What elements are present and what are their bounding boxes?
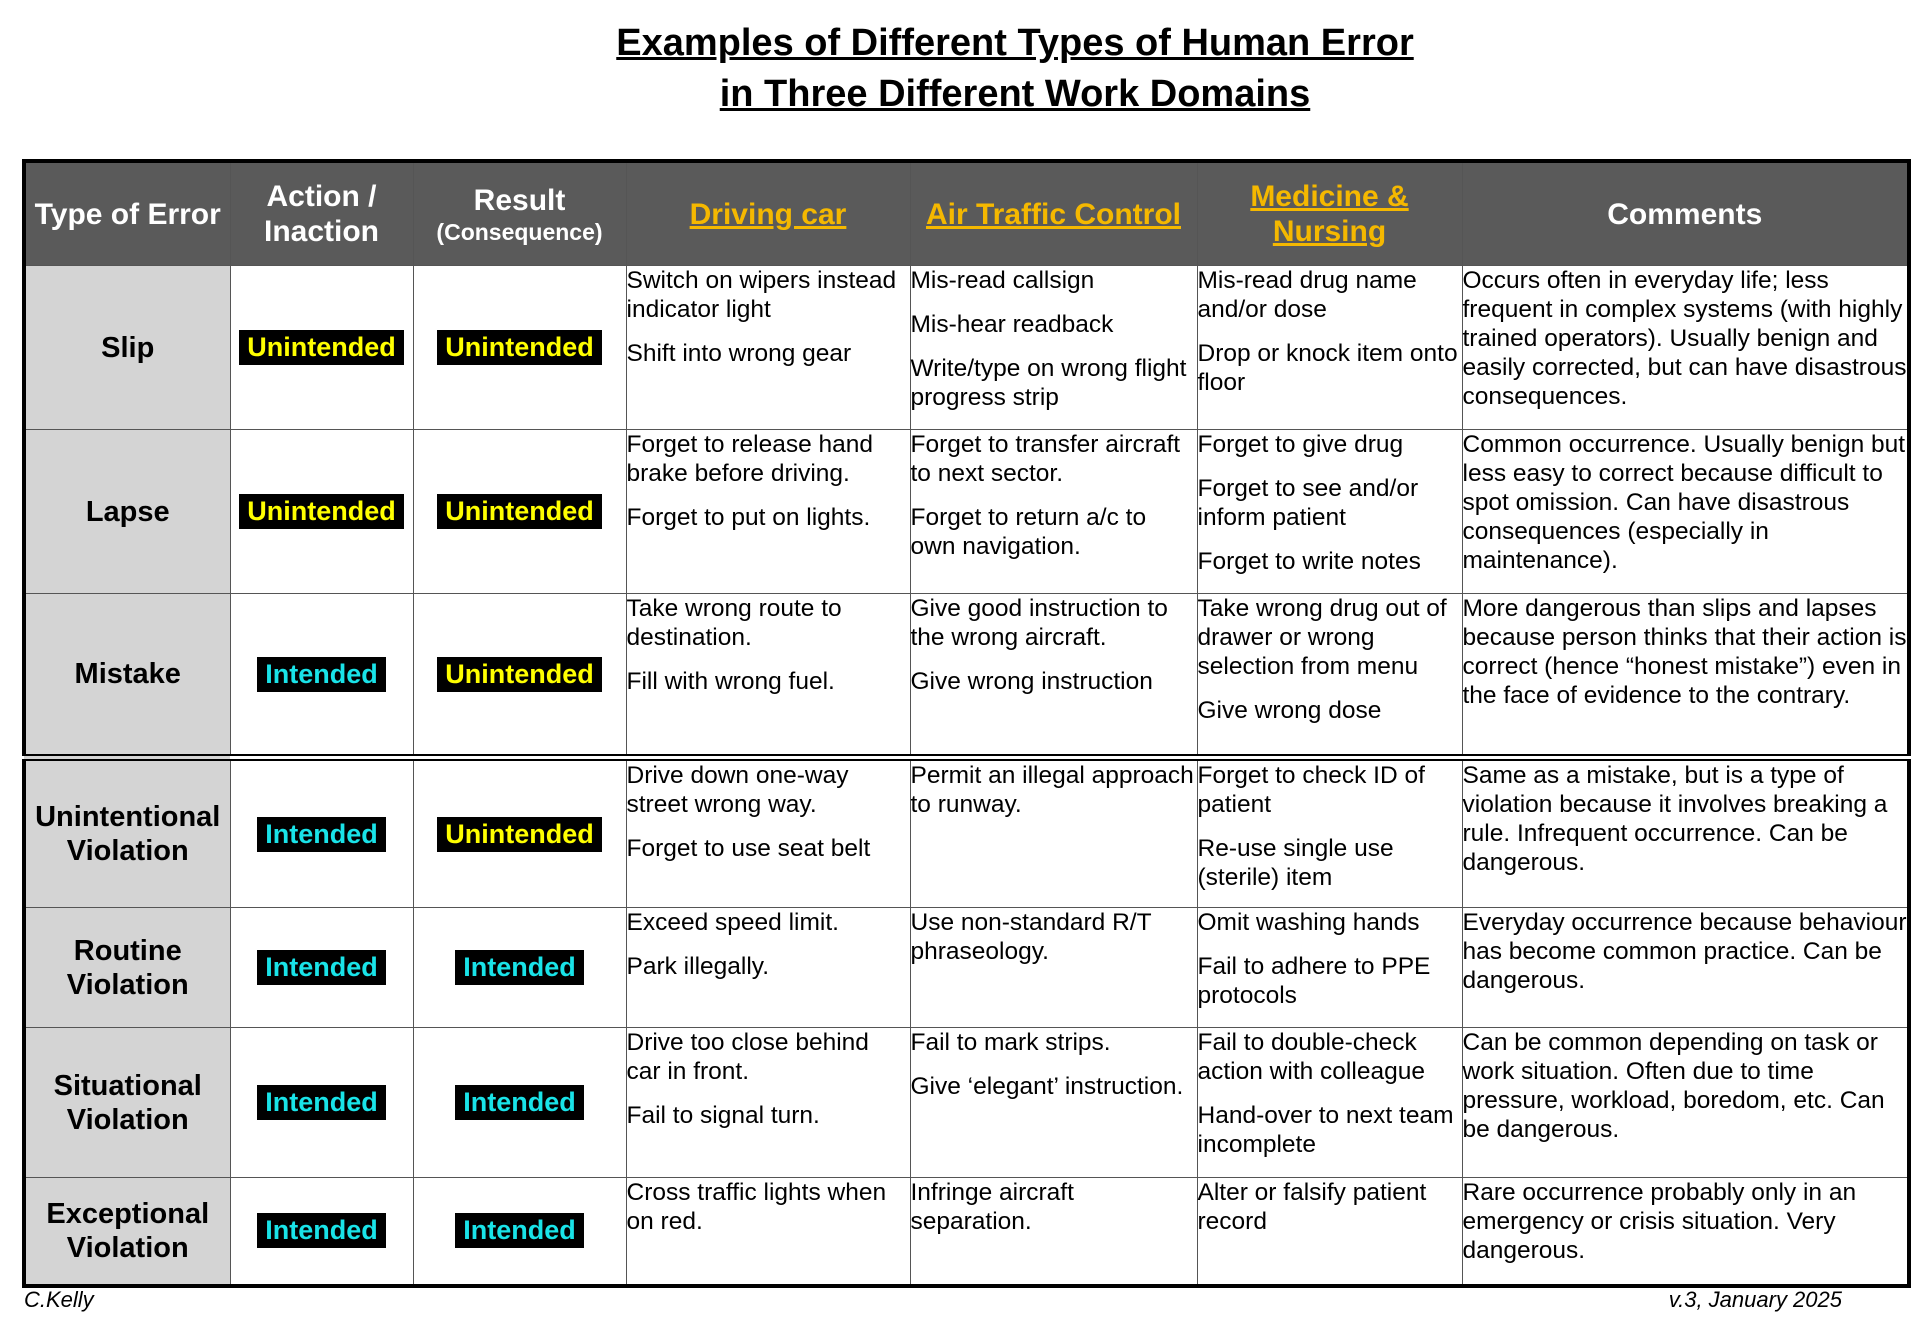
atc-example-cell	[910, 430, 1197, 594]
error-type-word: Slip	[101, 331, 155, 364]
result-badge: Intended	[455, 950, 584, 985]
table-row	[24, 266, 1909, 430]
error-type-word: Mistake	[74, 658, 181, 690]
atc-example: Give wrong instruction	[910, 668, 1153, 695]
header-result-label: Result	[473, 183, 566, 217]
action-badge: Intended	[257, 657, 386, 692]
medicine-example: Alter or falsify patient record	[1197, 1179, 1427, 1235]
medicine-example: Fail to adhere to PPE protocols	[1197, 953, 1431, 1009]
driving-example-cell	[626, 908, 910, 1028]
error-type-word: Routine	[73, 934, 182, 967]
action-badge: Unintended	[239, 494, 404, 529]
error-type-word: Violation	[66, 1103, 189, 1136]
error-type-cell	[24, 758, 230, 908]
atc-example: Use non-standard R/T phraseology.	[910, 909, 1152, 965]
driving-example: Forget to use seat belt	[626, 835, 871, 862]
action-badge: Unintended	[239, 330, 404, 365]
medicine-example: Take wrong drug out of drawer or wrong selection from menu	[1197, 595, 1447, 680]
document-title	[0, 18, 1920, 120]
comments-cell: Same as a mistake, but is a type of violation because it involves breaking a rule. Infrequent occurrence. Can be dangerous.	[1462, 758, 1909, 908]
medicine-example-cell	[1197, 1028, 1462, 1178]
atc-example-cell	[910, 908, 1197, 1028]
header-driving: Driving car	[626, 161, 910, 266]
atc-example-cell	[910, 758, 1197, 908]
error-type-word: Lapse	[85, 495, 170, 528]
comments-cell: Everyday occurrence because behaviour has become common practice. Can be dangerous.	[1462, 908, 1909, 1028]
driving-example: Take wrong route to destination.	[626, 595, 842, 651]
driving-example-cell	[626, 1028, 910, 1178]
error-type-cell	[24, 1028, 230, 1178]
driving-example-cell	[626, 594, 910, 758]
atc-example-cell	[910, 1028, 1197, 1178]
atc-example-cell	[910, 1178, 1197, 1286]
error-type-word: Unintentional	[35, 801, 221, 833]
header-comments: Comments	[1462, 161, 1909, 266]
medicine-example: Forget to write notes	[1197, 548, 1421, 575]
atc-example: Give ‘elegant’ instruction.	[910, 1073, 1184, 1100]
error-type-cell	[24, 594, 230, 758]
header-result-sub: (Consequence)	[436, 218, 603, 245]
result-badge: Unintended	[437, 817, 602, 852]
driving-example: Forget to release hand brake before driving.	[626, 431, 874, 487]
atc-example: Forget to transfer aircraft to next sector.	[910, 431, 1181, 487]
medicine-example-cell	[1197, 266, 1462, 430]
action-cell	[230, 594, 413, 758]
medicine-example-cell	[1197, 908, 1462, 1028]
result-cell	[413, 908, 626, 1028]
atc-example-cell	[910, 594, 1197, 758]
result-cell	[413, 1028, 626, 1178]
error-type-cell	[24, 908, 230, 1028]
action-badge: Intended	[257, 817, 386, 852]
medicine-example: Drop or knock item onto floor	[1197, 340, 1458, 396]
driving-example: Fail to signal turn.	[626, 1102, 820, 1129]
error-type-word: Violation	[66, 1231, 189, 1264]
result-badge: Unintended	[437, 657, 602, 692]
human-error-table	[22, 159, 1911, 1288]
error-type-word: Violation	[66, 835, 189, 867]
medicine-example-cell	[1197, 758, 1462, 908]
action-cell	[230, 758, 413, 908]
medicine-example-cell	[1197, 430, 1462, 594]
driving-example: Fill with wrong fuel.	[626, 668, 835, 695]
table-row	[24, 908, 1909, 1028]
action-cell	[230, 430, 413, 594]
comments-cell: Occurs often in everyday life; less frequent in complex systems (with highly trained operators). Usually benign and easily corrected, but can have disastrous consequences.	[1462, 266, 1909, 430]
action-badge: Intended	[257, 950, 386, 985]
driving-example: Drive down one-way street wrong way.	[626, 762, 849, 818]
atc-example-cell	[910, 266, 1197, 430]
result-cell	[413, 1178, 626, 1286]
comments-cell: Rare occurrence probably only in an emergency or crisis situation. Very dangerous.	[1462, 1178, 1909, 1286]
result-badge: Unintended	[437, 330, 602, 365]
driving-example: Forget to put on lights.	[626, 504, 871, 531]
medicine-example: Forget to see and/or inform patient	[1197, 475, 1419, 531]
error-type-cell	[24, 430, 230, 594]
atc-example: Infringe aircraft separation.	[910, 1179, 1074, 1235]
result-cell	[413, 430, 626, 594]
title-line-2: in Three Different Work Domains	[719, 73, 1311, 115]
medicine-example: Re-use single use (sterile) item	[1197, 835, 1394, 891]
header-type: Type of Error	[24, 161, 230, 266]
comments-cell: Common occurrence. Usually benign but less easy to correct because difficult to spot omission. Can have disastrous consequences (especially in maintenance).	[1462, 430, 1909, 594]
atc-example: Forget to return a/c to own navigation.	[910, 504, 1147, 560]
table-row	[24, 1028, 1909, 1178]
result-cell	[413, 594, 626, 758]
header-action: Action / Inaction	[230, 161, 413, 266]
error-type-cell	[24, 1178, 230, 1286]
action-cell	[230, 266, 413, 430]
driving-example: Drive too close behind car in front.	[626, 1029, 869, 1085]
medicine-example: Forget to check ID of patient	[1197, 762, 1425, 818]
medicine-example-cell	[1197, 1178, 1462, 1286]
table-row	[24, 594, 1909, 758]
driving-example: Park illegally.	[626, 953, 770, 980]
error-type-word: Exceptional	[46, 1197, 210, 1230]
driving-example-cell	[626, 430, 910, 594]
medicine-example: Mis-read drug name and/or dose	[1197, 267, 1417, 323]
driving-example: Exceed speed limit.	[626, 909, 839, 936]
atc-example: Fail to mark strips.	[910, 1029, 1111, 1056]
header-atc: Air Traffic Control	[910, 161, 1197, 266]
table-body	[24, 266, 1909, 1286]
atc-example: Mis-read callsign	[910, 267, 1095, 294]
table-row	[24, 758, 1909, 908]
atc-example: Mis-hear readback	[910, 311, 1114, 338]
medicine-example-cell	[1197, 594, 1462, 758]
result-cell	[413, 266, 626, 430]
driving-example: Switch on wipers instead indicator light	[626, 267, 897, 323]
medicine-example: Give wrong dose	[1197, 697, 1382, 724]
action-cell	[230, 908, 413, 1028]
result-badge: Unintended	[437, 494, 602, 529]
driving-example-cell	[626, 1178, 910, 1286]
action-cell	[230, 1178, 413, 1286]
driving-example-cell	[626, 758, 910, 908]
table-row	[24, 1178, 1909, 1286]
action-cell	[230, 1028, 413, 1178]
header-result	[413, 161, 626, 266]
driving-example-cell	[626, 266, 910, 430]
medicine-example: Omit washing hands	[1197, 909, 1420, 936]
version-label: v.3, January 2025	[1668, 1287, 1842, 1312]
comments-cell: Can be common depending on task or work situation. Often due to time pressure, workload, boredom, etc. Can be dangerous.	[1462, 1028, 1909, 1178]
driving-example: Cross traffic lights when on red.	[626, 1179, 887, 1235]
atc-example: Give good instruction to the wrong aircraft.	[910, 595, 1168, 651]
comments-cell: More dangerous than slips and lapses because person thinks that their action is correct (hence “honest mistake”) even in the face of evidence to the contrary.	[1462, 594, 1909, 758]
error-type-cell	[24, 266, 230, 430]
atc-example: Permit an illegal approach to runway.	[910, 762, 1194, 818]
driving-example: Shift into wrong gear	[626, 340, 852, 367]
error-type-word: Situational	[53, 1069, 202, 1102]
action-badge: Intended	[257, 1085, 386, 1120]
author-credit: C.Kelly	[24, 1287, 94, 1312]
header-row	[24, 161, 1909, 266]
table-row	[24, 430, 1909, 594]
medicine-example: Hand-over to next team incomplete	[1197, 1102, 1454, 1158]
header-medicine: Medicine & Nursing	[1197, 161, 1462, 266]
result-badge: Intended	[455, 1213, 584, 1248]
medicine-example: Fail to double-check action with colleague	[1197, 1029, 1425, 1085]
result-cell	[413, 758, 626, 908]
atc-example: Write/type on wrong flight progress strip	[910, 355, 1187, 411]
action-badge: Intended	[257, 1213, 386, 1248]
medicine-example: Forget to give drug	[1197, 431, 1404, 458]
error-type-word: Violation	[66, 968, 189, 1001]
title-line-1: Examples of Different Types of Human Error	[616, 22, 1414, 64]
result-badge: Intended	[455, 1085, 584, 1120]
